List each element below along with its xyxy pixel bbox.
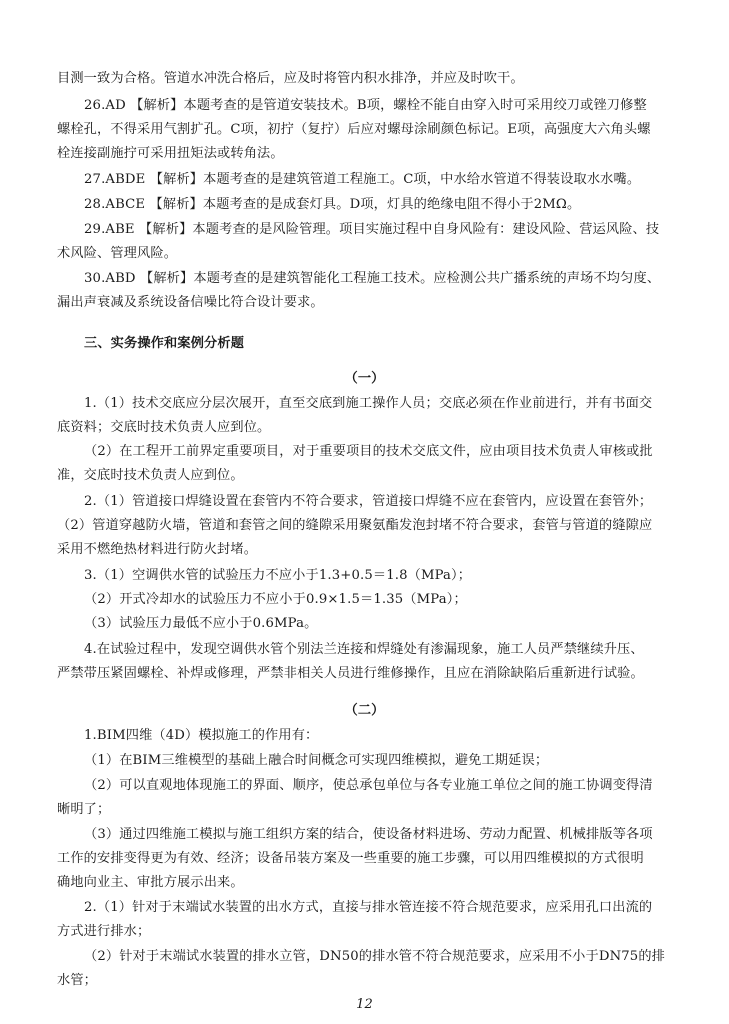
text-line: （2）可以直观地体现施工的界面、顺序，使总承包单位与各专业施工单位之间的施工协调变得清 (84, 778, 653, 793)
text-line: 方式进行排水； (57, 924, 151, 939)
case-2-heading: （二） (344, 703, 385, 718)
text-line: （2）在工程开工前界定重要项目，对于重要项目的技术交底文件，应由项目技术负责人审核或批 (84, 444, 653, 459)
text-line: （3）试验压力最低不应小于0.6MPa。 (84, 616, 318, 631)
text-line: （2）针对于末端试水装置的排水立管，DN50的排水管不符合规范要求，应采用不小于DN75的排 (84, 949, 666, 964)
text-line: 准，交底时技术负责人应到位。 (57, 468, 244, 483)
answer-30: 30.ABD 【解析】本题考查的是建筑智能化工程施工技术。应检测公共广播系统的声场不均匀度、 (84, 271, 661, 286)
case-2-q2: 2.（1）针对于末端试水装置的出水方式，直接与排水管连接不符合规范要求，应采用孔口出流的 (84, 900, 653, 915)
answer-26: 26.AD 【解析】本题考查的是管道安装技术。B项，螺栓不能自由穿入时可采用绞刀或锉刀修整 (84, 98, 647, 113)
text-line: （2）管道穿越防火墙，管道和套管之间的缝隙采用聚氨酯发泡封堵不符合要求，套管与管道的缝隙应 (57, 518, 653, 533)
text-line: 严禁带压紧固螺栓、补焊或修理，严禁非相关人员进行维修操作，且应在消除缺陷后重新进行试验。 (57, 666, 644, 681)
answer-29: 29.ABE 【解析】本题考查的是风险管理。项目实施过程中自身风险有：建设风险、营运风险、技 (84, 222, 660, 237)
case-1-q4: 4.在试验过程中，发现空调供水管个别法兰连接和焊缝处有渗漏现象，施工人员严禁继续升压、 (84, 642, 644, 657)
text-line: 目测一致为合格。管道水冲洗合格后，应及时将管内积水排净，并应及时吹干。 (57, 71, 524, 86)
text-line: 栓连接副施拧可采用扭矩法或转角法。 (57, 146, 284, 161)
text-line: 水管； (57, 973, 98, 988)
case-1-q2: 2.（1）管道接口焊缝设置在套管内不符合要求，管道接口焊缝不应在套管内，应设置在套管外； (84, 494, 653, 509)
text-line: 晰明了； (57, 802, 111, 817)
case-1-q3: 3.（1）空调供水管的试验压力不应小于1.3+0.5＝1.8（MPa）； (84, 568, 472, 583)
case-1-heading: （一） (344, 371, 385, 386)
answer-28: 28.ABCE 【解析】本题考查的是成套灯具。D项，灯具的绝缘电阻不得小于2MΩ。 (84, 197, 581, 212)
text-line: 螺栓孔，不得采用气割扩孔。C项，初拧（复拧）后应对螺母涂刷颜色标记。E项，高强度大六角头螺 (57, 122, 651, 137)
text-line: 工作的安排变得更为有效、经济；设备吊装方案及一些重要的施工步骤，可以用四维模拟的方式很明 (57, 851, 644, 866)
text-line: 术风险、管理风险。 (57, 246, 178, 261)
case-2-q1: 1.BIM四维（4D）模拟施工的作用有： (84, 728, 319, 743)
text-line: （1）在BIM三维模型的基础上融合时间概念可实现四维模拟，避免工期延误； (84, 753, 549, 768)
text-line: （3）通过四维施工模拟与施工组织方案的结合，使设备材料进场、劳动力配置、机械排版等各项 (84, 827, 653, 842)
page-number: 12 (356, 997, 373, 1012)
text-line: 漏出声衰减及系统设备信噪比符合设计要求。 (57, 295, 324, 310)
answer-27: 27.ABDE 【解析】本题考查的是建筑管道工程施工。C项，中水给水管道不得装设取水水嘴。 (84, 172, 641, 187)
text-line: （2）开式冷却水的试验压力不应小于0.9×1.5＝1.35（MPa）； (84, 592, 467, 607)
text-line: 确地向业主、审批方展示出来。 (57, 875, 244, 890)
text-line: 底资料；交底时技术负责人应到位。 (57, 420, 271, 435)
text-line: 采用不燃绝热材料进行防火封堵。 (57, 542, 258, 557)
section-title: 三、实务操作和案例分析题 (84, 336, 245, 351)
case-1-q1: 1.（1）技术交底应分层次展开，直至交底到施工操作人员；交底必须在作业前进行，并有书面交 (84, 396, 653, 411)
